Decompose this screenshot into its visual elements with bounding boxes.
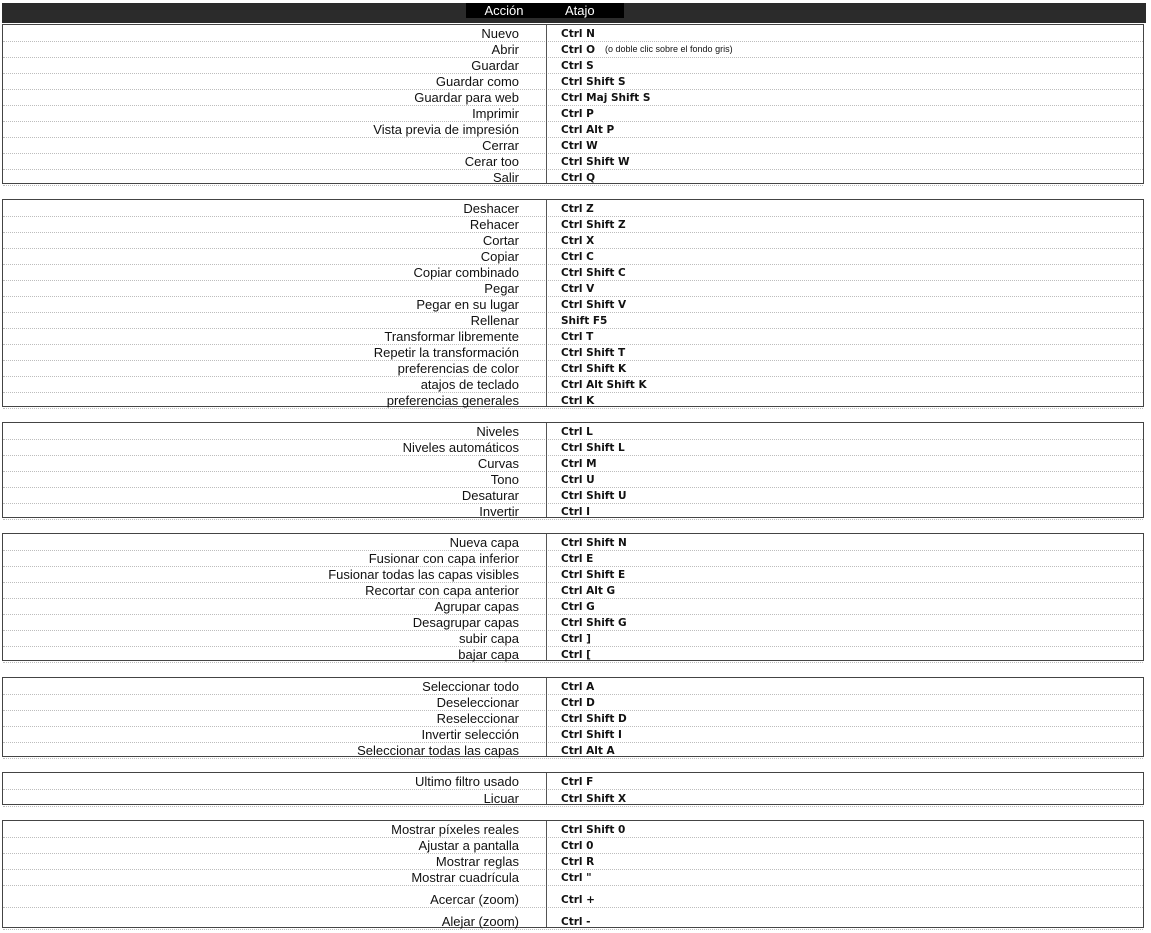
column-divider <box>546 200 547 406</box>
action-label: bajar capa <box>458 647 519 662</box>
shortcut-key: Ctrl 0 <box>561 840 594 852</box>
table-row <box>3 296 1143 313</box>
table-row <box>3 534 1143 551</box>
table-row <box>3 248 1143 265</box>
table-row <box>3 773 1143 790</box>
table-row <box>3 614 1143 631</box>
table-row <box>3 907 1143 930</box>
action-label: Mostrar píxeles reales <box>391 822 519 837</box>
table-row <box>3 837 1143 854</box>
shortcut-key: Ctrl Shift X <box>561 793 627 805</box>
action-label: Seleccionar todas las capas <box>357 743 519 758</box>
action-label: Guardar para web <box>414 90 519 105</box>
action-label: Reseleccionar <box>436 711 519 726</box>
shortcut-key: Ctrl Shift E <box>561 569 626 581</box>
shortcut-key: Ctrl + <box>561 894 595 906</box>
table-row <box>3 105 1143 122</box>
action-label: Guardar <box>471 58 519 73</box>
table-row <box>3 789 1143 807</box>
action-label: Rehacer <box>469 217 519 232</box>
action-label: Agrupar capas <box>434 599 519 614</box>
action-label: preferencias de color <box>397 361 519 376</box>
shortcut-key: Ctrl Shift N <box>561 537 627 549</box>
column-divider <box>546 773 547 804</box>
shortcut-group <box>2 422 1144 518</box>
shortcut-key: Ctrl K <box>561 395 595 407</box>
shortcut-key: Ctrl Shift V <box>561 299 627 311</box>
shortcut-key: Ctrl [ <box>561 649 591 661</box>
action-label: atajos de teclado <box>420 377 519 392</box>
action-label: Deseleccionar <box>436 695 519 710</box>
action-label: Nuevo <box>481 26 519 41</box>
shortcut-group <box>2 677 1144 757</box>
action-label: preferencias generales <box>386 393 519 408</box>
table-row <box>3 264 1143 281</box>
table-row <box>3 550 1143 567</box>
shortcut-key: Ctrl Shift W <box>561 156 630 168</box>
column-header-action: Acción <box>484 3 524 18</box>
shortcut-key: Ctrl Maj Shift S <box>561 92 651 104</box>
shortcut-key: Ctrl I <box>561 506 591 518</box>
action-label: Desaturar <box>461 488 519 503</box>
action-label: Cortar <box>482 233 519 248</box>
column-divider <box>546 423 547 517</box>
shortcut-key: Ctrl Shift U <box>561 490 627 502</box>
shortcut-group <box>2 533 1144 661</box>
table-row <box>3 312 1143 329</box>
shortcut-key: Ctrl Shift C <box>561 267 626 279</box>
action-label: Pegar en su lugar <box>416 297 519 312</box>
table-row <box>3 821 1143 838</box>
table-row <box>3 439 1143 456</box>
table-row <box>3 423 1143 440</box>
action-label: Desagrupar capas <box>412 615 519 630</box>
shortcut-key: Ctrl Shift D <box>561 713 627 725</box>
table-row <box>3 455 1143 472</box>
shortcut-key: Ctrl " <box>561 872 592 884</box>
table-row <box>3 885 1143 908</box>
table-row <box>3 73 1143 90</box>
action-label: Nueva capa <box>449 535 519 550</box>
shortcut-group <box>2 24 1144 184</box>
shortcut-key: Ctrl P <box>561 108 594 120</box>
table-row <box>3 487 1143 504</box>
action-label: Repetir la transformación <box>373 345 519 360</box>
table-row <box>3 25 1143 42</box>
table-row <box>3 471 1143 488</box>
action-label: Ultimo filtro usado <box>414 774 519 789</box>
action-label: Invertir <box>479 504 519 519</box>
shortcut-key: Ctrl L <box>561 426 593 438</box>
shortcut-key: Ctrl Shift 0 <box>561 824 626 836</box>
table-row <box>3 376 1143 393</box>
table-row <box>3 726 1143 743</box>
shortcut-key: Ctrl G <box>561 601 595 613</box>
column-divider <box>546 678 547 756</box>
shortcut-key: Ctrl W <box>561 140 598 152</box>
column-header-shortcut: Atajo <box>565 3 595 18</box>
action-label: Imprimir <box>472 106 519 121</box>
action-label: Tono <box>490 472 519 487</box>
shortcut-key: Ctrl M <box>561 458 597 470</box>
action-label: Fusionar todas las capas visibles <box>328 567 519 582</box>
table-row <box>3 280 1143 297</box>
table-row <box>3 121 1143 138</box>
shortcut-key: Ctrl ] <box>561 633 591 645</box>
action-label: Fusionar con capa inferior <box>368 551 519 566</box>
table-row <box>3 853 1143 870</box>
table-row <box>3 153 1143 170</box>
shortcut-key: Ctrl T <box>561 331 594 343</box>
table-row <box>3 169 1143 186</box>
shortcut-key: Ctrl Alt P <box>561 124 615 136</box>
shortcut-key: Ctrl - <box>561 916 591 928</box>
action-label: Ajustar a pantalla <box>418 838 519 853</box>
shortcut-group <box>2 772 1144 805</box>
table-row <box>3 598 1143 615</box>
action-label: Acercar (zoom) <box>430 892 519 907</box>
action-label: Guardar como <box>435 74 519 89</box>
table-row <box>3 694 1143 711</box>
table-row <box>3 360 1143 377</box>
action-label: Cerrar <box>482 138 519 153</box>
table-row <box>3 630 1143 647</box>
table-row <box>3 710 1143 727</box>
table-row <box>3 678 1143 695</box>
shortcut-key: Ctrl Q <box>561 172 596 184</box>
table-row <box>3 392 1143 409</box>
action-label: Copiar <box>480 249 519 264</box>
shortcut-key: Ctrl X <box>561 235 595 247</box>
action-label: Rellenar <box>470 313 519 328</box>
action-label: Recortar con capa anterior <box>365 583 519 598</box>
table-row <box>3 869 1143 886</box>
shortcut-key: Ctrl C <box>561 251 594 263</box>
shortcut-key: Ctrl Shift L <box>561 442 625 454</box>
action-label: Cerar too <box>464 154 519 169</box>
shortcut-key: Ctrl Shift Z <box>561 219 626 231</box>
action-label: Niveles automáticos <box>402 440 519 455</box>
table-row <box>3 200 1143 217</box>
shortcut-key: Ctrl Shift S <box>561 76 626 88</box>
shortcut-key: Ctrl N <box>561 28 595 40</box>
action-label: Transformar libremente <box>384 329 519 344</box>
action-label: Mostrar reglas <box>435 854 519 869</box>
shortcut-key: Ctrl F <box>561 776 594 788</box>
action-label: Invertir selección <box>421 727 519 742</box>
action-label: Curvas <box>477 456 519 471</box>
shortcut-key: Ctrl Shift K <box>561 363 627 375</box>
table-row <box>3 89 1143 106</box>
shortcut-key: Ctrl R <box>561 856 595 868</box>
shortcut-key: Ctrl V <box>561 283 595 295</box>
column-divider <box>546 534 547 660</box>
action-label: Mostrar cuadrícula <box>411 870 519 885</box>
shortcut-key: Ctrl U <box>561 474 595 486</box>
table-row <box>3 232 1143 249</box>
shortcut-key: Ctrl E <box>561 553 594 565</box>
action-label: Deshacer <box>463 201 519 216</box>
table-row <box>3 566 1143 583</box>
action-label: Copiar combinado <box>413 265 519 280</box>
action-label: subir capa <box>459 631 519 646</box>
table-row <box>3 582 1143 599</box>
shortcut-key: Ctrl Alt A <box>561 745 615 757</box>
column-divider <box>546 821 547 927</box>
table-row <box>3 137 1143 154</box>
action-label: Vista previa de impresión <box>373 122 519 137</box>
shortcut-key: Ctrl S <box>561 60 594 72</box>
shortcut-key: Ctrl Z <box>561 203 594 215</box>
table-row <box>3 646 1143 663</box>
shortcut-group <box>2 199 1144 407</box>
action-label: Salir <box>492 170 519 185</box>
action-label: Licuar <box>483 791 519 806</box>
shortcut-key: Ctrl Shift T <box>561 347 626 359</box>
table-row <box>3 742 1143 759</box>
shortcut-key: Ctrl Shift I <box>561 729 622 741</box>
shortcut-key: Ctrl Alt Shift K <box>561 379 647 391</box>
table-row <box>3 344 1143 361</box>
shortcut-key: Shift F5 <box>561 315 608 327</box>
table-row <box>3 503 1143 520</box>
table-row <box>3 328 1143 345</box>
shortcut-key: Ctrl A <box>561 681 595 693</box>
action-label: Niveles <box>476 424 519 439</box>
action-label: Abrir <box>491 42 519 57</box>
action-label: Pegar <box>484 281 519 296</box>
action-label: Alejar (zoom) <box>441 914 519 929</box>
shortcut-group <box>2 820 1144 928</box>
column-divider <box>546 25 547 183</box>
action-label: Seleccionar todo <box>422 679 519 694</box>
table-row <box>3 41 1143 58</box>
shortcut-key: Ctrl D <box>561 697 595 709</box>
shortcut-key: Ctrl O <box>561 44 596 56</box>
shortcut-note: (o doble clic sobre el fondo gris) <box>605 44 733 54</box>
shortcut-key: Ctrl Alt G <box>561 585 616 597</box>
table-row <box>3 216 1143 233</box>
shortcut-key: Ctrl Shift G <box>561 617 627 629</box>
table-row <box>3 57 1143 74</box>
